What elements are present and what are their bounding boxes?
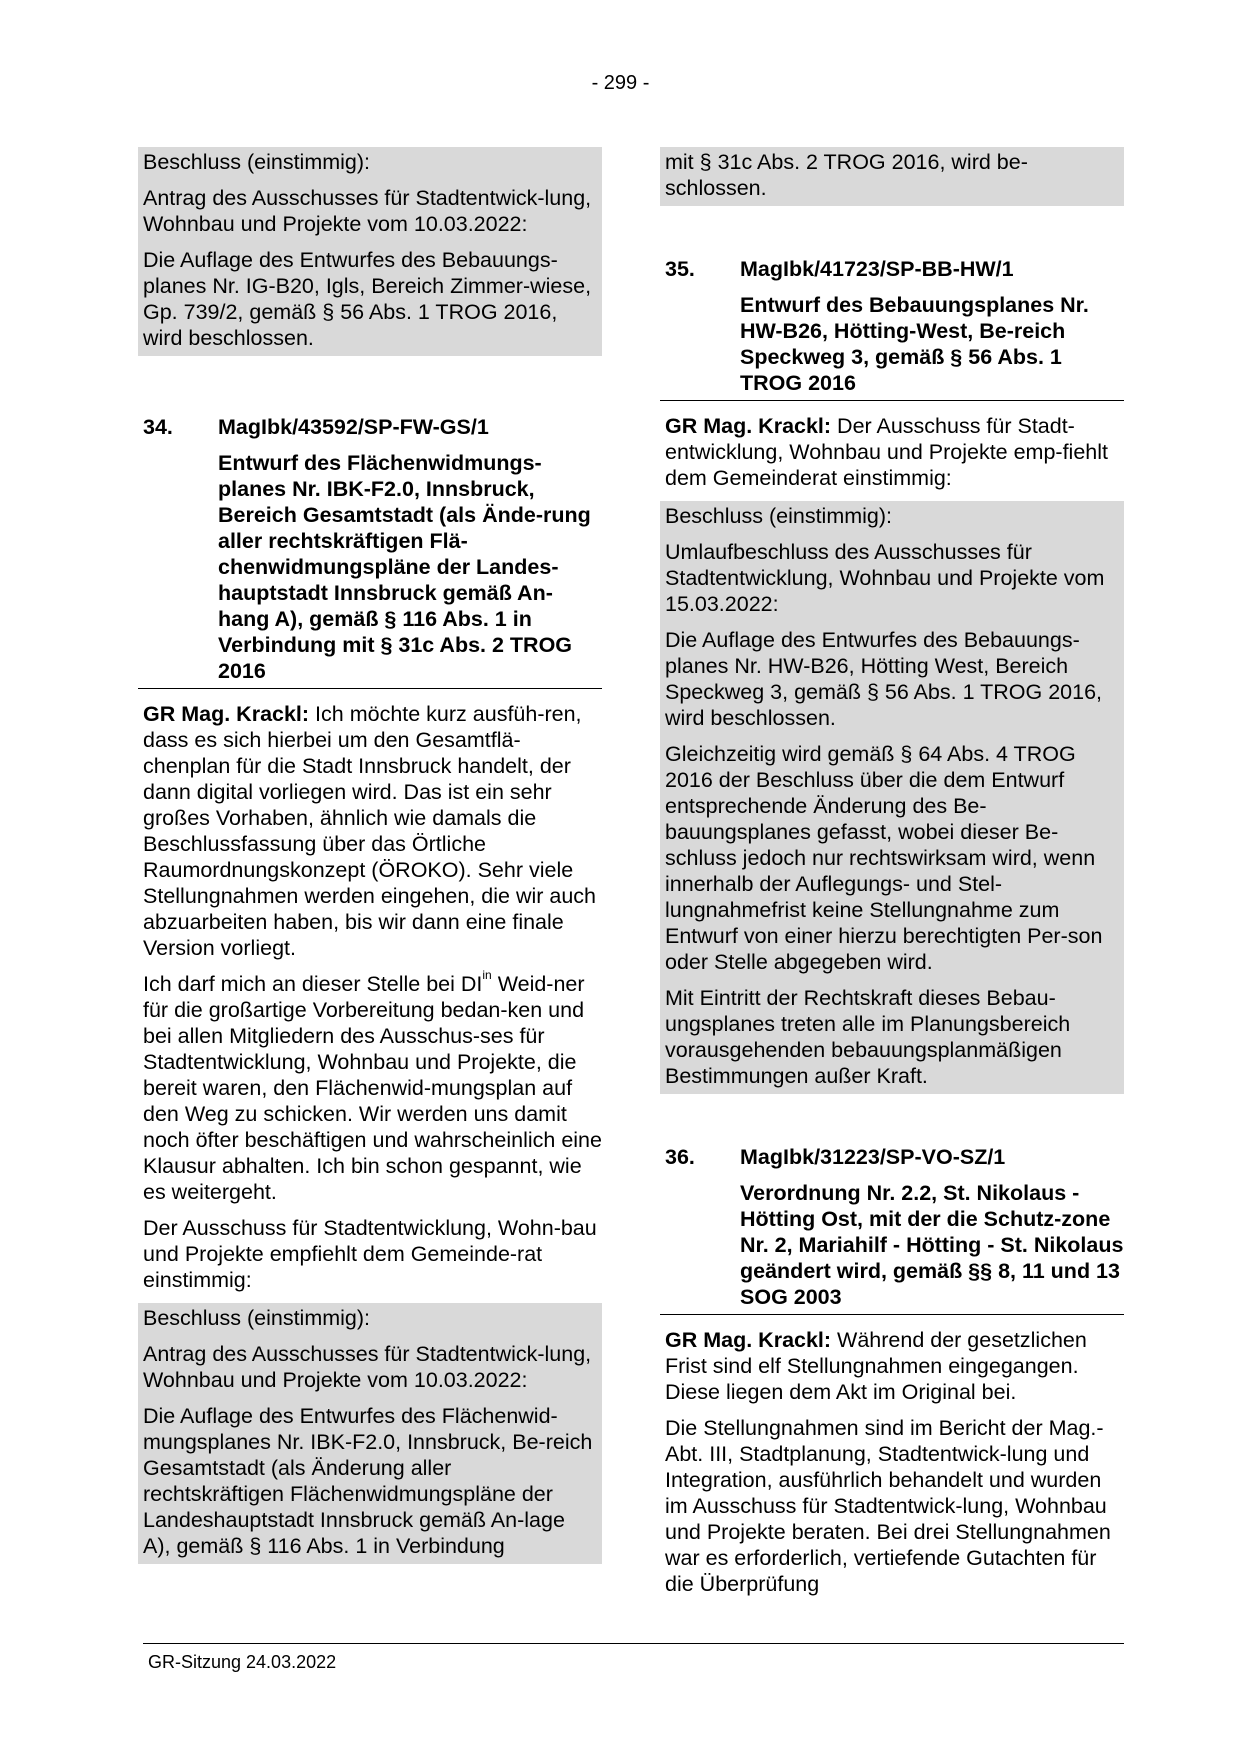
divider xyxy=(660,400,1124,401)
resolution-label: Beschluss (einstimmig): xyxy=(665,504,892,528)
resolution-box xyxy=(660,501,1124,1094)
divider xyxy=(138,688,602,689)
speech-text: Ich darf mich an dieser Stelle bei DI xyxy=(143,972,483,996)
right-column xyxy=(665,147,1124,1607)
agenda-item-35 xyxy=(665,256,1124,401)
speaker-name: GR Mag. Krackl: xyxy=(665,414,832,438)
item-title: Verordnung Nr. 2.2, St. Nikolaus - Hötting Ost, mit der die Schutz-zone Nr. 2, Mariahilf - Hötting - St. Nikolaus geändert wird, gemäß §§ 8, 11 und 13 SOG 2003 xyxy=(740,1181,1124,1309)
recommendation-text: Der Ausschuss für Stadtentwicklung, Wohn-bau und Projekte empfiehlt dem Gemeinde-rat einstimmig: xyxy=(143,1216,597,1292)
speech-text: Während der gesetzlichen Frist sind elf Stellungnahmen eingegangen. Diese liegen dem Akt im Original bei. xyxy=(665,1328,1087,1404)
speech-text: Ich möchte kurz ausfüh-ren, dass es sich hierbei um den Gesamtflä-chenplan für die Stadt Innsbruck handelt, der dann digital vorliegen wird. Das ist ein sehr großes Vorhaben, ähnlich wie damals die Beschlussfassung über das Örtliche Raumordnungskonzept (ÖROKO). Sehr viele Stellungnahmen werden eingehen, die wir auch abzuarbeiten haben, bis wir dann eine finale Version vorliegt. xyxy=(143,702,597,960)
resolution-box xyxy=(138,1303,602,1564)
resolution-box-continued xyxy=(660,147,1124,206)
speech-paragraph xyxy=(665,1327,1124,1405)
resolution-box xyxy=(138,147,602,356)
item-code: MagIbk/41723/SP-BB-HW/1 xyxy=(740,257,1014,281)
speaker-name: GR Mag. Krackl: xyxy=(143,702,310,726)
item-title: Entwurf des Flächenwidmungs-planes Nr. IBK-F2.0, Innsbruck, Bereich Gesamtstadt (als Ände-rung aller rechtskräftigen Flä-chenwidmungspläne der Landes-hauptstadt Innsbruck gemäß An-hang A), gemäß § 116 Abs. 1 in Verbindung mit § 31c Abs. 2 TROG 2016 xyxy=(218,451,591,683)
resolution-label: Beschluss (einstimmig): xyxy=(143,1306,370,1330)
item-code: MagIbk/31223/SP-VO-SZ/1 xyxy=(740,1145,1006,1169)
item-code: MagIbk/43592/SP-FW-GS/1 xyxy=(218,415,489,439)
resolution-text: Mit Eintritt der Rechtskraft dieses Bebau-ungsplanes treten alle im Planungsbereich vorausgehenden bebauungsplanmäßigen Bestimmungen außer Kraft. xyxy=(665,986,1071,1088)
motion-text: Antrag des Ausschusses für Stadtentwick-lung, Wohnbau und Projekte vom 10.03.2022: xyxy=(143,186,592,236)
speech-text: Der Ausschuss für Stadt-entwicklung, Wohnbau und Projekte emp-fiehlt dem Gemeinderat einstimmig: xyxy=(665,414,1108,490)
resolution-text: Die Auflage des Entwurfes des Flächenwid-mungsplanes Nr. IBK-F2.0, Innsbruck, Be-reich Gesamtstadt (als Änderung aller rechtskräftigen Flächenwidmungspläne der Landeshauptstadt Innsbruck gemäß An-lage A), gemäß § 116 Abs. 1 in Verbindung xyxy=(143,1404,593,1558)
speech-paragraph: Die Stellungnahmen sind im Bericht der Mag.-Abt. III, Stadtplanung, Stadtentwick-lung und Integration, ausführlich behandelt und wurden im Ausschuss für Stadtentwick-lung, Wohnbau und Projekte beraten. Bei drei Stellungnahmen war es erforderlich, vertiefende Gutachten für die Überprüfung xyxy=(665,1416,1111,1596)
item-number: 35. xyxy=(665,257,695,281)
item-number: 34. xyxy=(143,415,173,439)
speech-paragraph xyxy=(143,701,602,961)
item-number: 36. xyxy=(665,1145,695,1169)
motion-text: Umlaufbeschluss des Ausschusses für Stadtentwicklung, Wohnbau und Projekte vom 15.03.2022: xyxy=(665,540,1105,616)
speaker-name: GR Mag. Krackl: xyxy=(665,1328,832,1352)
resolution-text: Die Auflage des Entwurfes des Bebauungs-planes Nr. HW-B26, Hötting West, Bereich Speckweg 3, gemäß § 56 Abs. 1 TROG 2016, wird beschlossen. xyxy=(665,628,1103,730)
footer-text: GR-Sitzung 24.03.2022 xyxy=(148,1652,337,1672)
resolution-label: Beschluss (einstimmig): xyxy=(143,150,370,174)
resolution-text: Gleichzeitig wird gemäß § 64 Abs. 4 TROG 2016 der Beschluss über die dem Entwurf entsprechende Änderung des Be-bauungsplanes gefasst, wobei dieser Be-schluss jedoch nur rechtswirksam wird, wenn innerhalb der Auflegungs- und Stel-lungnahmefrist keine Stellungnahme zum Entwurf von einer hierzu berechtigten Per-son oder Stelle abgegeben wird. xyxy=(665,742,1103,974)
resolution-text: mit § 31c Abs. 2 TROG 2016, wird be-schlossen. xyxy=(665,150,1028,200)
item-title: Entwurf des Bebauungsplanes Nr. HW-B26, Hötting-West, Be-reich Speckweg 3, gemäß § 56 Abs. 1 TROG 2016 xyxy=(740,293,1089,395)
speech-paragraph xyxy=(143,968,602,1205)
speech-text: Weid-ner für die großartige Vorbereitung bedan-ken und bei allen Mitgliedern des Ausschus-ses für Stadtentwicklung, Wohnbau und Projekte, die bereit waren, den Flächenwid-mungsplan auf den Weg zu schicken. Wir werden uns damit noch öfter beschäftigen und wahrscheinlich eine Klausur abhalten. Ich bin schon gespannt, wie es weitergeht. xyxy=(143,972,602,1204)
motion-text: Antrag des Ausschusses für Stadtentwick-lung, Wohnbau und Projekte vom 10.03.2022: xyxy=(143,1342,592,1392)
agenda-item-36 xyxy=(665,1144,1124,1315)
divider xyxy=(660,1314,1124,1315)
left-column xyxy=(143,147,602,1564)
footer-divider xyxy=(143,1643,1124,1644)
resolution-text: Die Auflage des Entwurfes des Bebauungs-planes Nr. IG-B20, Igls, Bereich Zimmer-wiese, Gp. 739/2, gemäß § 56 Abs. 1 TROG 2016, wird beschlossen. xyxy=(143,248,592,350)
superscript: in xyxy=(482,968,492,982)
agenda-item-34 xyxy=(143,414,602,689)
page-number: - 299 - xyxy=(591,72,650,94)
speech-paragraph xyxy=(665,413,1124,491)
